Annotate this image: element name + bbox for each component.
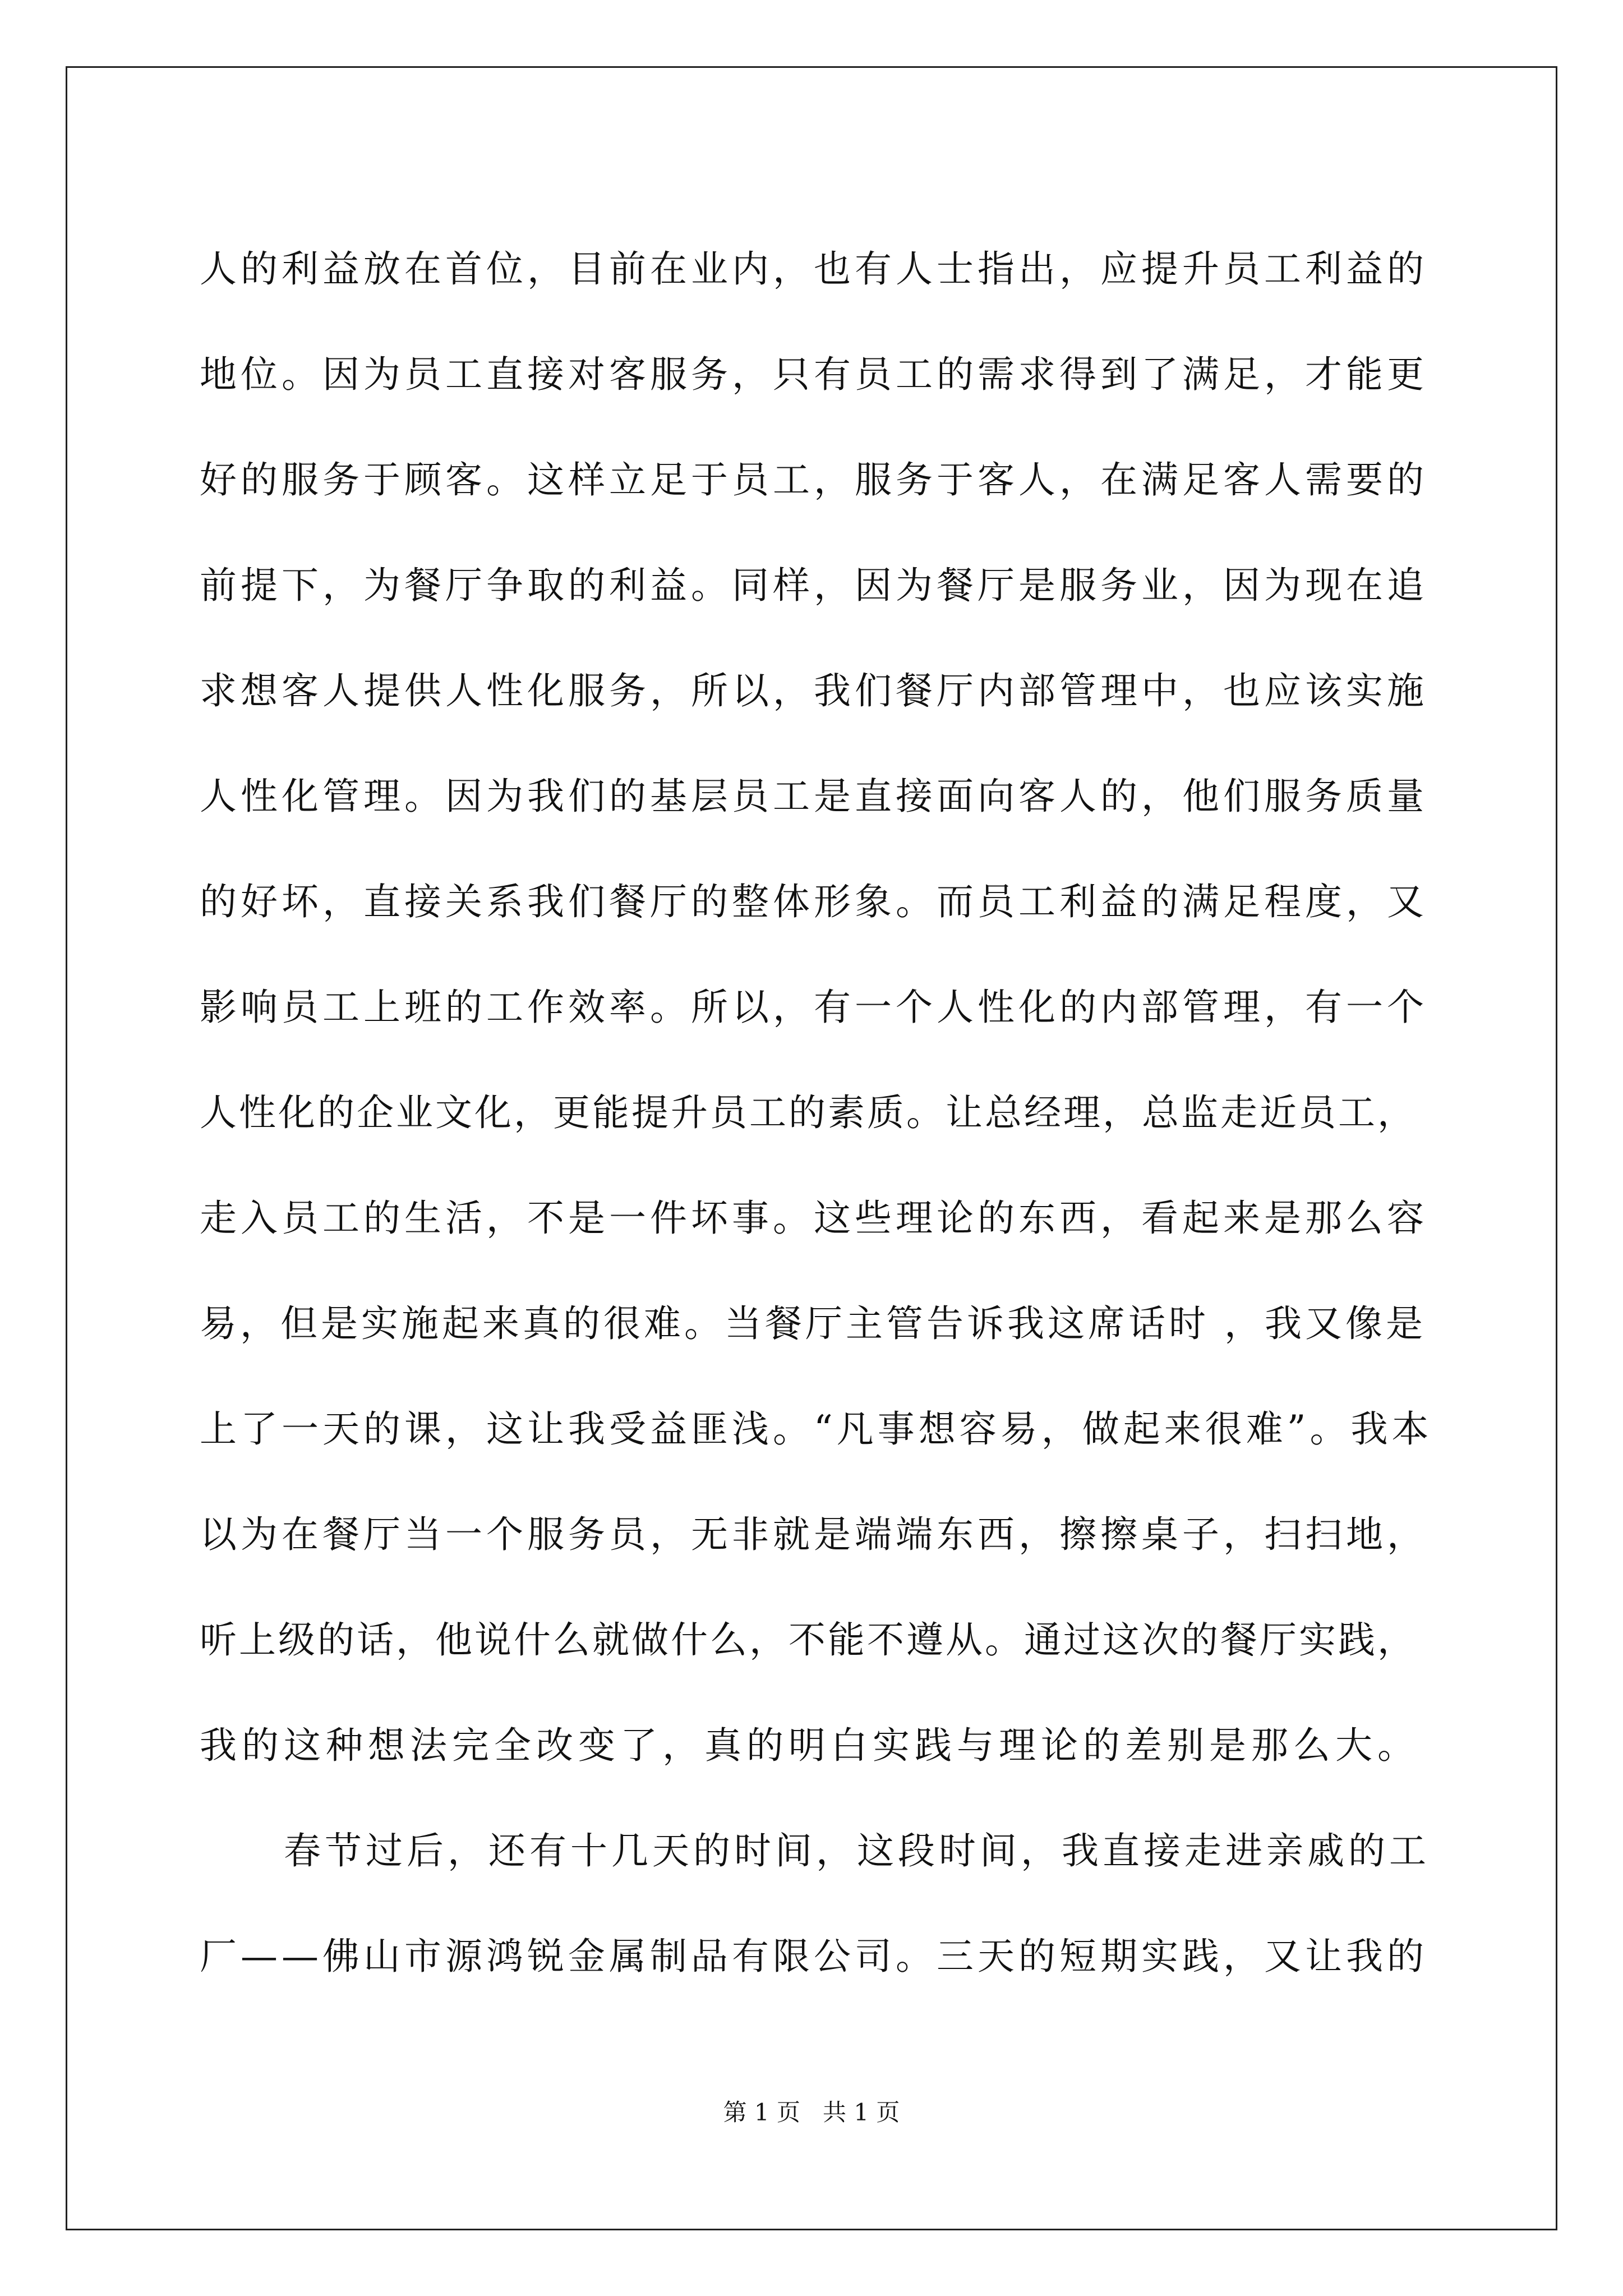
text-line: 地位。因为员工直接对客服务，只有员工的需求得到了满足，才能更	[200, 353, 1428, 396]
text-line: 上了一天的课，这让我受益匪浅。“凡事想容易，做起来很难”。我本	[200, 1407, 1433, 1451]
text-line: 厂——佛山市源鸿锐金属制品有限公司。三天的短期实践，又让我的	[200, 1935, 1428, 1978]
text-line: 影响员工上班的工作效率。所以，有一个人性化的内部管理，有一个	[200, 986, 1428, 1029]
text-line: 我的这种想法完全改变了，真的明白实践与理论的差别是那么大。	[200, 1724, 1419, 1767]
document-body	[200, 217, 1433, 2009]
text-line: 的好坏，直接关系我们餐厅的整体形象。而员工利益的满足程度，又	[200, 880, 1428, 923]
paragraph-start-line: 春节过后，还有十几天的时间，这段时间，我直接走进亲戚的工	[284, 1829, 1430, 1872]
page-footer	[0, 2096, 1623, 2129]
page-number: 第 1 页	[723, 2099, 800, 2126]
text-line: 求想客人提供人性化服务，所以，我们餐厅内部管理中，也应该实施	[200, 669, 1428, 712]
text-line: 前提下，为餐厅争取的利益。同样，因为餐厅是服务业，因为现在追	[200, 564, 1428, 607]
text-line: 听上级的话，他说什么就做什么，不能不遵从。通过这次的餐厅实践，	[200, 1618, 1417, 1662]
page-total: 共 1 页	[823, 2099, 900, 2126]
text-line: 易，但是实施起来真的很难。当餐厅主管告诉我这席话时 ，我又像是	[200, 1302, 1426, 1345]
text-line: 走入员工的生活，不是一件坏事。这些理论的东西，看起来是那么容	[200, 1197, 1428, 1240]
text-line: 人性化管理。因为我们的基层员工是直接面向客人的，他们服务质量	[200, 775, 1428, 818]
text-line: 好的服务于顾客。这样立足于员工，服务于客人，在满足客人需要的	[200, 458, 1428, 501]
text-line: 人的利益放在首位，目前在业内，也有人士指出，应提升员工利益的	[200, 247, 1428, 291]
text-line: 人性化的企业文化，更能提升员工的素质。让总经理，总监走近员工，	[200, 1091, 1417, 1134]
text-line: 以为在餐厅当一个服务员，无非就是端端东西，擦擦桌子，扫扫地，	[200, 1513, 1428, 1556]
